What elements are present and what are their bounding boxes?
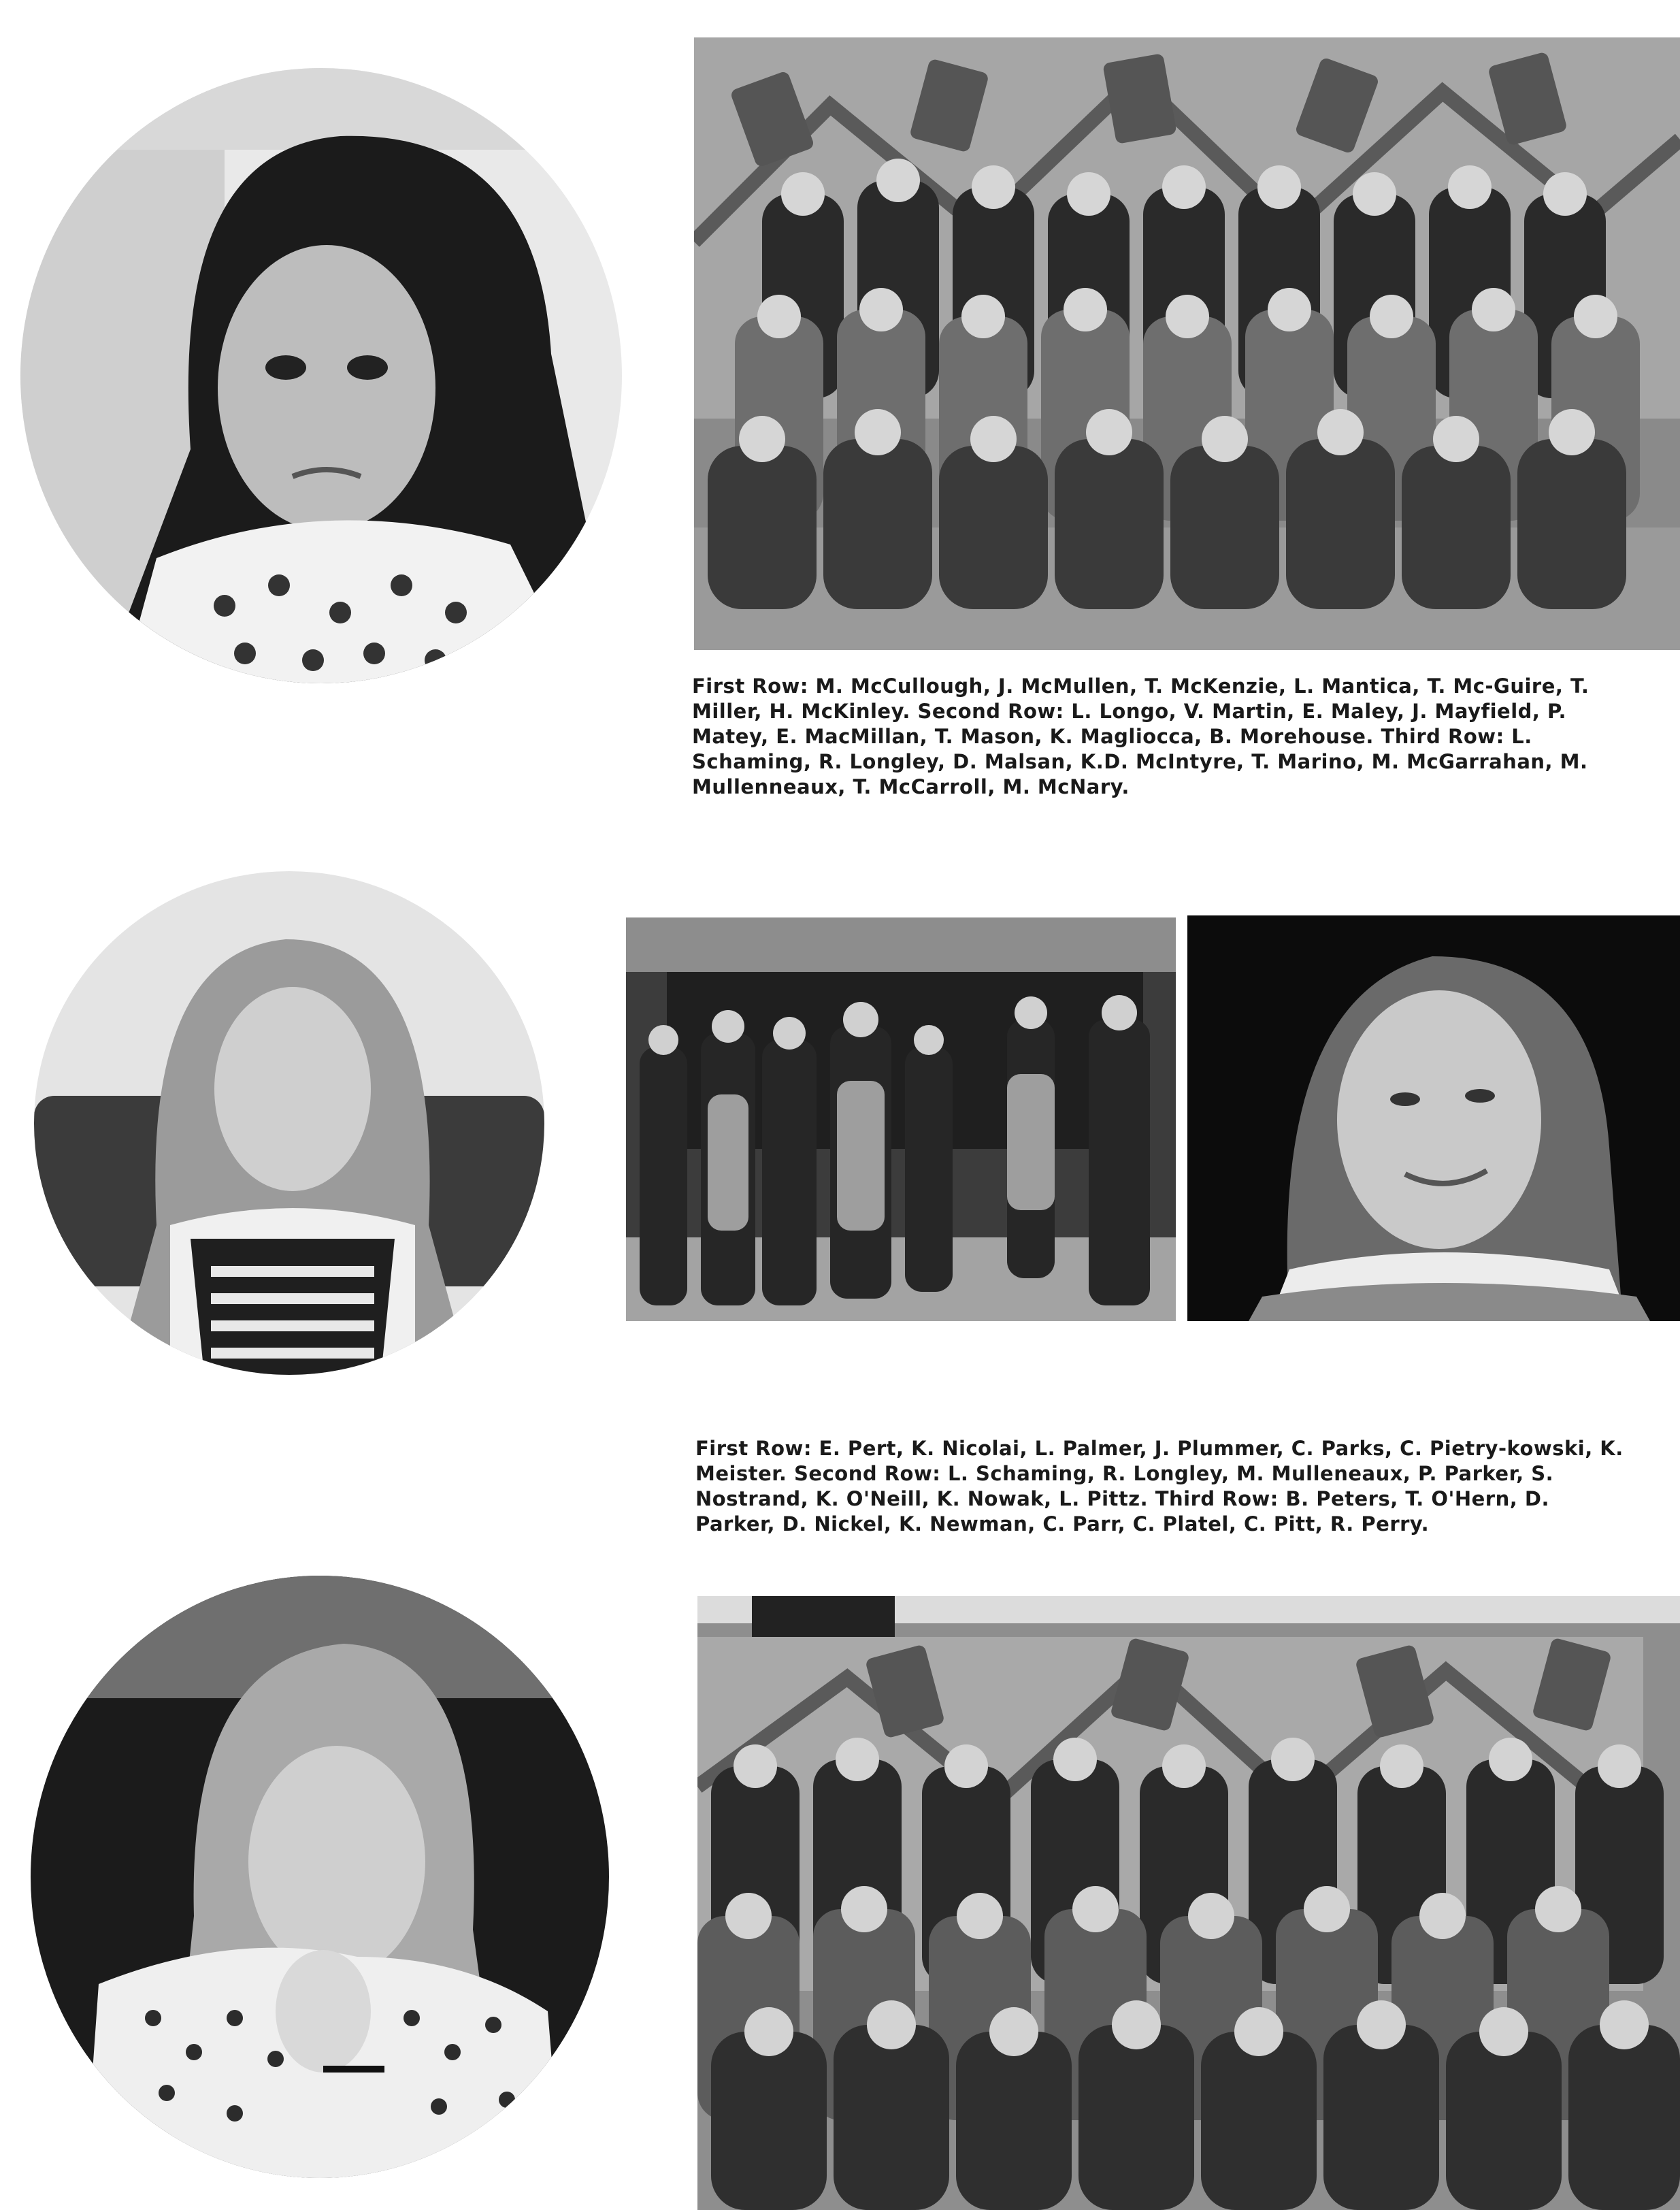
portrait-photo-2 [34,871,544,1375]
group-photo-2 [697,1596,1680,2210]
portrait-photo-3 [31,1576,609,2178]
hallway-crowd-photo [626,917,1176,1321]
group-photo-1 [694,37,1680,650]
smiling-girl-photo [1187,915,1680,1321]
caption-group-2: First Row: E. Pert, K. Nicolai, L. Palmer, J. Plummer, C. Parks, C. Pietry-kowski, K. Meister. Second Row: L. Schaming, R. Longley, M. Mulleneaux, P. Parker, S. Nostrand, K. O'Neill, K. Nowak, L. Pittz. Third Row: B. Peters, T. O'Hern, D. Parker, D. Nickel, K. Newman, C. Parr, C. Platel, C. Pitt, R. Perry. [695,1437,1624,1535]
portrait-photo-1 [20,68,622,683]
caption-group-1: First Row: M. McCullough, J. McMullen, T. McKenzie, L. Mantica, T. Mc-Guire, T. Miller, H. McKinley. Second Row: L. Longo, V. Martin, E. Maley, J. Mayfield, P. Matey, E. MacMillan, T. Mason, K. Magliocca, B. Morehouse. Third Row: L. Schaming, R. Longley, D. Malsan, K.D. McIntyre, T. Marino, M. McGarrahan, M. Mullenneaux, T. McCarroll, M. McNary. [692,675,1590,798]
